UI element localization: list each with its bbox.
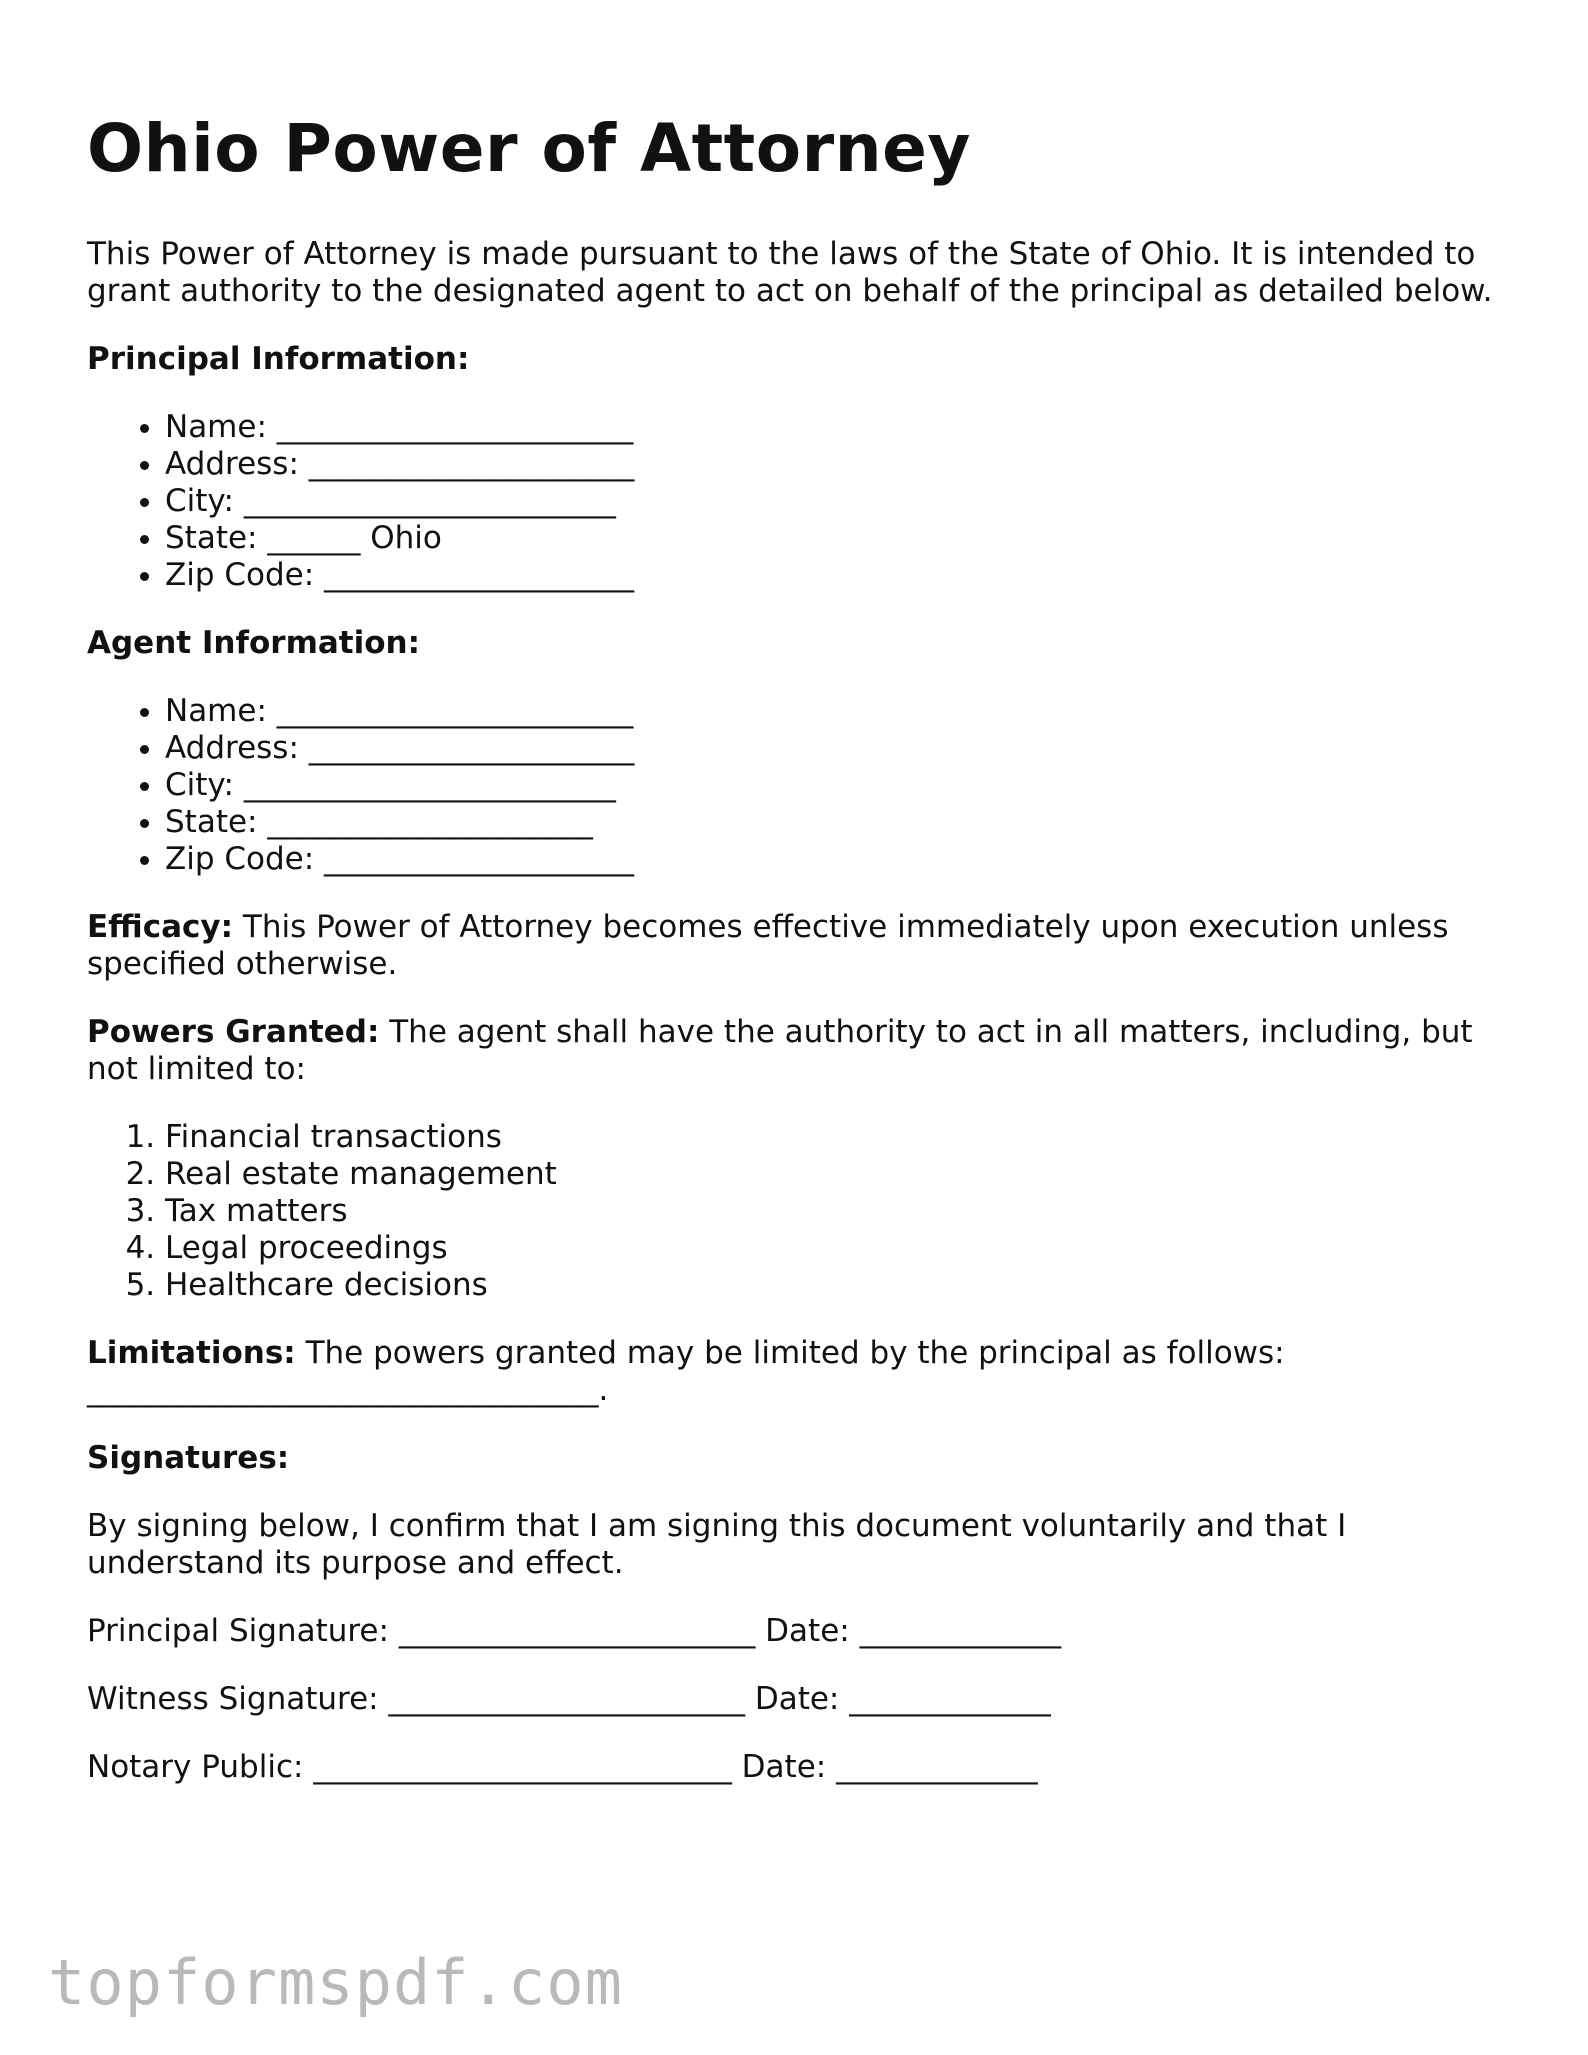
principal-signature-line xyxy=(87,1613,1507,1650)
limitations-text: The powers granted may be limited by the principal as follows: _________________________________. xyxy=(87,1335,1285,1408)
field-label: State: xyxy=(165,804,258,840)
signature-blank: _______________________ xyxy=(388,1681,745,1717)
signature-label: Principal Signature: xyxy=(87,1613,389,1649)
notary-signature-line xyxy=(87,1749,1507,1786)
field-label: Address: xyxy=(165,446,299,482)
power-item: 3. Tax matters xyxy=(165,1193,1507,1230)
fill-line: _____________________ xyxy=(308,446,635,482)
witness-signature-line xyxy=(87,1681,1507,1718)
power-item: 4. Legal proceedings xyxy=(165,1230,1507,1267)
document-page xyxy=(87,108,1507,1817)
agent-state-field xyxy=(165,804,1507,841)
principal-city-field xyxy=(165,483,1507,520)
principal-heading: Principal Information: xyxy=(87,341,470,377)
fill-line: ____________________ xyxy=(324,557,635,593)
power-item: 1. Financial transactions xyxy=(165,1119,1507,1156)
agent-address-field xyxy=(165,730,1507,767)
powers-text: The agent shall have the authority to act in all matters, including, but not limited to: xyxy=(87,1014,1473,1087)
signatures-statement: By signing below, I confirm that I am signing this document voluntarily and that I understand its purpose and effect. xyxy=(87,1508,1347,1581)
principal-zip-field xyxy=(165,557,1507,594)
site-watermark: topformspdf.com xyxy=(48,1946,623,2019)
document-title: Ohio Power of Attorney xyxy=(87,110,971,187)
field-label: City: xyxy=(165,767,234,803)
limitations-paragraph xyxy=(87,1335,1507,1409)
fill-line: ____________________ xyxy=(324,841,635,877)
signature-blank: ___________________________ xyxy=(313,1749,732,1785)
date-blank: _____________ xyxy=(859,1613,1062,1649)
date-label: Date: xyxy=(765,1613,850,1649)
powers-list xyxy=(87,1119,1507,1304)
signatures-heading: Signatures: xyxy=(87,1440,290,1476)
field-label: Address: xyxy=(165,730,299,766)
principal-name-field xyxy=(165,409,1507,446)
efficacy-label: Efficacy: xyxy=(87,909,234,945)
field-label: Zip Code: xyxy=(165,557,315,593)
field-label: State: xyxy=(165,520,258,556)
field-label: Zip Code: xyxy=(165,841,315,877)
fill-line: ______ Ohio xyxy=(267,520,442,556)
date-label: Date: xyxy=(741,1749,827,1785)
agent-heading: Agent Information: xyxy=(87,625,420,661)
fill-line: _____________________ xyxy=(267,804,593,840)
fill-line: ________________________ xyxy=(243,483,616,519)
limitations-label: Limitations: xyxy=(87,1335,296,1371)
powers-paragraph xyxy=(87,1014,1507,1088)
principal-fields-list xyxy=(87,409,1507,594)
date-blank: _____________ xyxy=(849,1681,1051,1717)
date-blank: _____________ xyxy=(836,1749,1038,1785)
fill-line: _______________________ xyxy=(276,409,634,445)
efficacy-paragraph xyxy=(87,909,1507,983)
signature-blank: _______________________ xyxy=(398,1613,756,1649)
field-label: Name: xyxy=(165,409,267,445)
fill-line: _______________________ xyxy=(276,693,634,729)
principal-state-field xyxy=(165,520,1507,557)
agent-city-field xyxy=(165,767,1507,804)
field-label: City: xyxy=(165,483,234,519)
fill-line: ________________________ xyxy=(243,767,616,803)
signature-label: Notary Public: xyxy=(87,1749,304,1785)
power-item: 2. Real estate management xyxy=(165,1156,1507,1193)
efficacy-text: This Power of Attorney becomes effective immediately upon execution unless specified otherwise. xyxy=(87,909,1449,982)
signature-label: Witness Signature: xyxy=(87,1681,379,1717)
fill-line: _____________________ xyxy=(308,730,635,766)
powers-label: Powers Granted: xyxy=(87,1014,380,1050)
agent-zip-field xyxy=(165,841,1507,878)
date-label: Date: xyxy=(754,1681,840,1717)
field-label: Name: xyxy=(165,693,267,729)
agent-name-field xyxy=(165,693,1507,730)
principal-address-field xyxy=(165,446,1507,483)
power-item: 5. Healthcare decisions xyxy=(165,1267,1507,1304)
intro-paragraph: This Power of Attorney is made pursuant to the laws of the State of Ohio. It is intended to grant authority to the designated agent to act on behalf of the principal as detailed below. xyxy=(87,236,1493,309)
agent-fields-list xyxy=(87,693,1507,878)
